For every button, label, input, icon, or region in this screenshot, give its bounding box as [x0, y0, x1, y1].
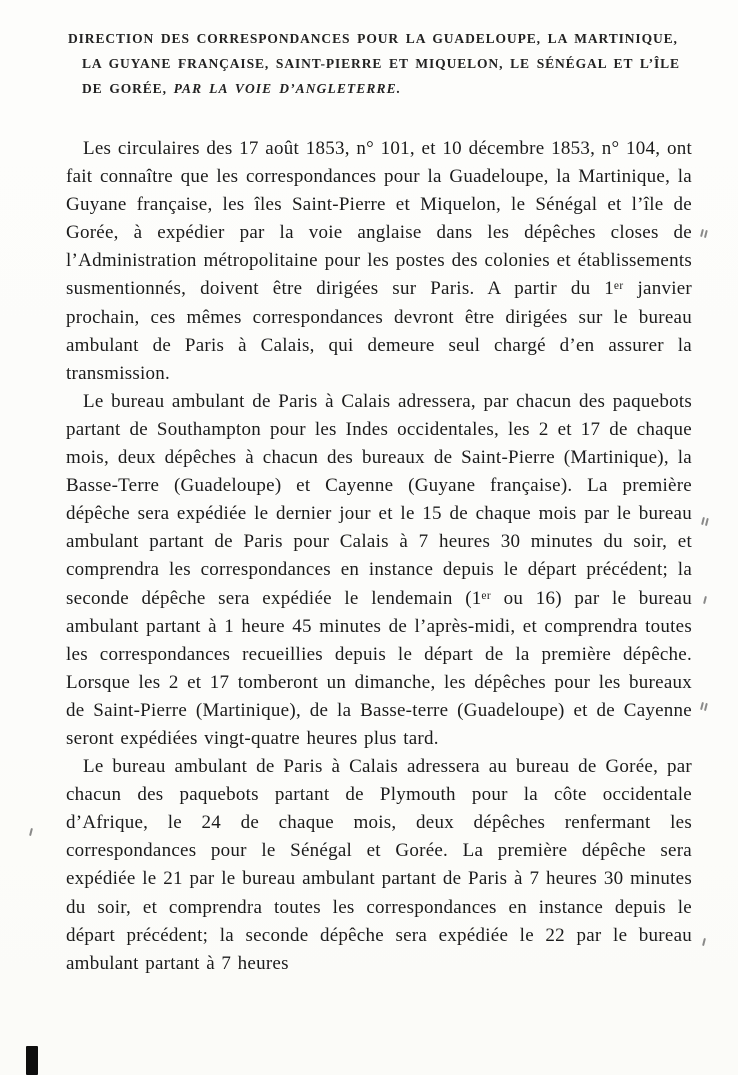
heading-emphasis-text: PAR LA VOIE D’ANGLETERRE.	[173, 81, 402, 96]
paragraph-circulars: Les circulaires des 17 août 1853, n° 101, et 10 décembre 1853, n° 104, ont fait connaître que les correspondances pour la Guadeloupe, la Martinique, la Guyane française, les îles Saint-Pierre et Miquelon, le Sénégal et l’île de Gorée, à expédier par la voie anglaise dans les dépêches closes de l’Administration métropolitaine pour les postes des colonies et établissements susmentionnés, doivent être dirigées sur Paris. A partir du 1ᵉʳ janvier prochain, ces mêmes correspondances devront être dirigées sur le bureau ambulant de Paris à Calais, qui demeure seul chargé d’en assurer la transmission.	[66, 138, 692, 384]
paragraph-plymouth-schedule: Le bureau ambulant de Paris à Calais adressera au bureau de Gorée, par chacun des paquebots partant de Plymouth pour la côte occidentale d’Afrique, le 24 de chaque mois, deux dépêches renfermant les correspondances pour le Sénégal et Gorée. La première dépêche sera expédiée le 21 par le bureau ambulant partant de Paris à 7 heures 30 minutes du soir, et comprendra toutes les correspondances en instance depuis le départ précédent; la seconde dépêche sera expédiée le 22 par le bureau ambulant partant à 7 heures	[66, 756, 692, 974]
scan-mark	[29, 828, 33, 836]
document-body	[66, 135, 692, 978]
scan-mark	[700, 229, 704, 237]
scan-mark	[700, 702, 704, 710]
paragraph-southampton-schedule: Le bureau ambulant de Paris à Calais adressera, par chacun des paquebots partant de Southampton pour les Indes occidentales, les 2 et 17 de chaque mois, deux dépêches à chacun des bureaux de Saint-Pierre (Martinique), la Basse-Terre (Guadeloupe) et Cayenne (Guyane française). La première dépêche sera expédiée le dernier jour et le 15 de chaque mois par le bureau ambulant partant de Paris pour Calais à 7 heures 30 minutes du soir, et comprendra les correspondances en instance depuis le départ précédent; la seconde dépêche sera expédiée le lendemain (1ᵉʳ ou 16) par le bureau ambulant partant à 1 heure 45 minutes de l’après-midi, et comprendra toutes les correspondances recueillies depuis le départ de la première dépêche. Lorsque les 2 et 17 tomberont un dimanche, les dépêches pour les bureaux de Saint-Pierre (Martinique), de la Basse-terre (Guadeloupe) et de Cayenne seront expédiées vingt-quatre heures plus tard.	[66, 390, 692, 749]
scan-mark	[701, 517, 705, 525]
scan-ink-blot	[26, 1046, 38, 1075]
document-heading	[66, 26, 692, 101]
heading-main-text: DIRECTION DES CORRESPONDANCES POUR LA GUADELOUPE, LA MARTINIQUE, LA GUYANE FRANÇAISE, SAINT-PIERRE ET MIQUELON, LE SÉNÉGAL ET L’ÎLE DE GORÉE,	[68, 31, 680, 96]
scan-mark	[703, 596, 707, 604]
scan-mark	[702, 938, 706, 946]
